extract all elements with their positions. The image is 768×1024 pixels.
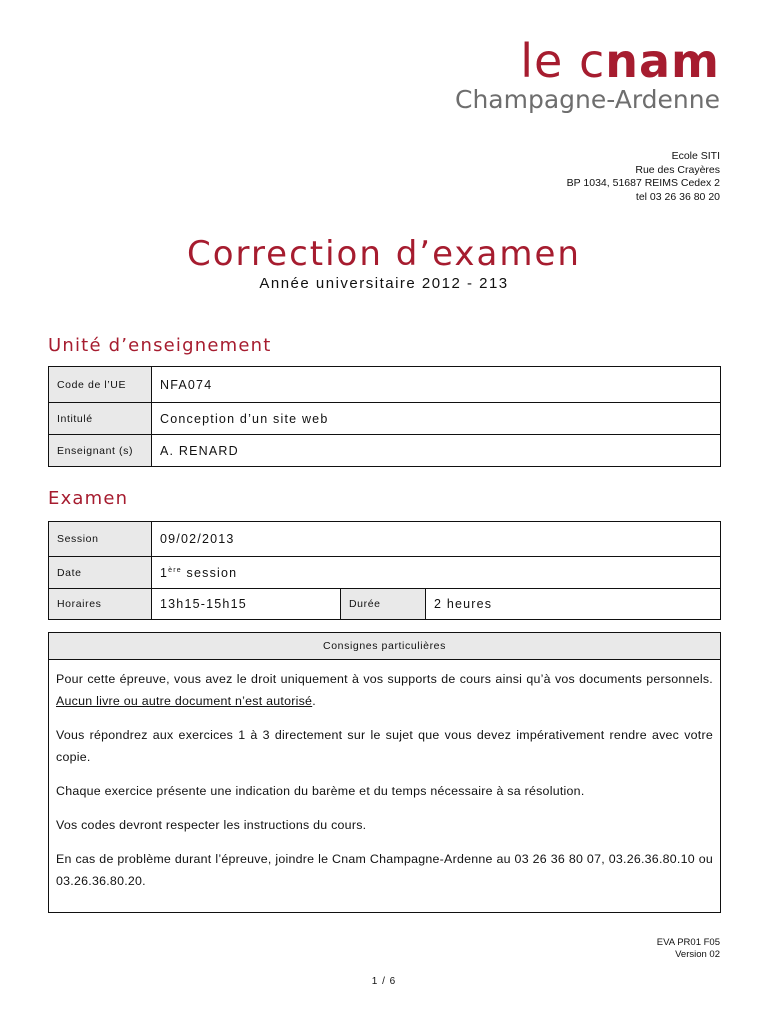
session-value: 09/02/2013 bbox=[152, 522, 721, 557]
ue-code-value: NFA074 bbox=[152, 367, 721, 403]
instruction-paragraph bbox=[56, 668, 713, 712]
ue-title-value: Conception d’un site web bbox=[152, 403, 721, 435]
document-reference bbox=[657, 937, 720, 961]
reference-code: EVA PR01 F05 bbox=[656, 937, 720, 948]
date-label: Date bbox=[49, 557, 152, 589]
duree-value: 2 heures bbox=[426, 589, 721, 620]
address-line: Rue des Crayères bbox=[635, 163, 720, 176]
reference-version: Version 02 bbox=[675, 949, 720, 960]
ue-section-heading: Unité d’enseignement bbox=[48, 335, 272, 356]
instruction-paragraph: Chaque exercice présente une indication du barème et du temps nécessaire à sa résolution. bbox=[56, 784, 585, 798]
page-title: Correction d’examen bbox=[187, 234, 581, 274]
instructions-heading: Consignes particulières bbox=[49, 633, 720, 660]
address-line: tel 03 26 36 80 20 bbox=[635, 190, 720, 203]
table-row bbox=[49, 403, 721, 435]
school-address bbox=[567, 150, 720, 204]
table-row bbox=[49, 367, 721, 403]
ue-table bbox=[48, 366, 721, 467]
instruction-paragraph: En cas de problème durant l’épreuve, joindre le Cnam Champagne-Ardenne au 03 26 36 80 07, 03.26.36.80.10 ou 03.26.36.80.20. bbox=[56, 852, 713, 888]
instruction-text: Pour cette épreuve, vous avez le droit uniquement à vos supports de cours ainsi qu’à vos documents personnels. bbox=[56, 672, 713, 686]
page-number: 1 / 6 bbox=[371, 976, 397, 987]
logo-region: Champagne-Ardenne bbox=[455, 85, 720, 114]
table-row bbox=[49, 435, 721, 467]
instruction-paragraph: Vos codes devront respecter les instructions du cours. bbox=[56, 818, 367, 832]
cnam-logo bbox=[455, 34, 720, 114]
ue-teacher-label: Enseignant (s) bbox=[49, 435, 152, 467]
date-text: session bbox=[181, 565, 238, 580]
address-line: Ecole SITI bbox=[671, 150, 720, 162]
instruction-text: . bbox=[312, 694, 316, 708]
duree-label: Durée bbox=[341, 589, 426, 620]
table-row bbox=[49, 522, 721, 557]
exam-table bbox=[48, 521, 721, 620]
horaires-label: Horaires bbox=[49, 589, 152, 620]
logo-part-c: c bbox=[578, 34, 606, 88]
address-line: BP 1034, 51687 REIMS Cedex 2 bbox=[566, 177, 720, 189]
instruction-paragraph: Vous répondrez aux exercices 1 à 3 directement sur le sujet que vous devez impérativement rendre avec votre copie. bbox=[56, 728, 713, 764]
logo-wordmark bbox=[455, 34, 720, 88]
table-row bbox=[49, 557, 721, 589]
horaires-value: 13h15-15h15 bbox=[152, 589, 341, 620]
ue-teacher-value: A. RENARD bbox=[152, 435, 721, 467]
instructions-box bbox=[48, 632, 721, 913]
exam-section-heading: Examen bbox=[48, 488, 129, 509]
ue-code-label: Code de l’UE bbox=[49, 367, 152, 403]
instructions-body bbox=[49, 660, 720, 892]
date-value bbox=[152, 557, 721, 589]
academic-year: Année universitaire 2012 - 213 bbox=[259, 275, 509, 292]
logo-part-le: le bbox=[520, 34, 579, 88]
table-row bbox=[49, 589, 721, 620]
session-label: Session bbox=[49, 522, 152, 557]
date-ordinal: ère bbox=[168, 566, 182, 574]
logo-part-nam: nam bbox=[605, 34, 720, 88]
ue-title-label: Intitulé bbox=[49, 403, 152, 435]
date-number: 1 bbox=[160, 565, 169, 580]
instruction-emphasis: Aucun livre ou autre document n’est autorisé bbox=[56, 694, 313, 708]
